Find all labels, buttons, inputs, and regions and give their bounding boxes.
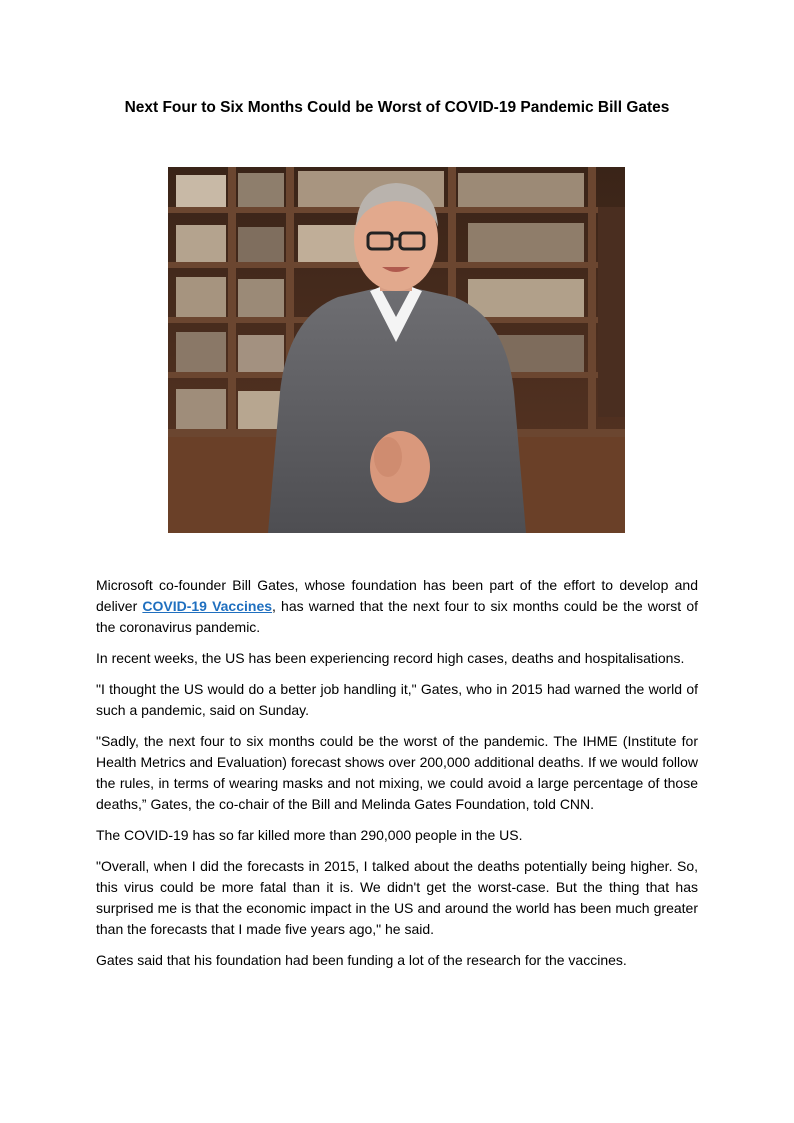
- paragraph-2: In recent weeks, the US has been experiencing record high cases, deaths and hospitalisations.: [96, 650, 685, 666]
- paragraph-1-text-start: Microsoft co-founder Bill Gates, whose foundation has been part of the effort to develop and deliver: [96, 577, 698, 614]
- paragraph-7: Gates said that his foundation had been funding a lot of the research for the vaccines.: [96, 952, 627, 968]
- article-body: [96, 575, 698, 981]
- photo-illustration: [168, 167, 625, 533]
- article-photo: [168, 167, 625, 533]
- covid-vaccines-link[interactable]: COVID-19 Vaccines: [142, 598, 273, 614]
- paragraph-3: "I thought the US would do a better job handling it," Gates, who in 2015 had warned the world of such a pandemic, said on Sunday.: [96, 681, 698, 718]
- article-title: Next Four to Six Months Could be Worst of COVID-19 Pandemic Bill Gates: [124, 99, 670, 116]
- paragraph-1-text-end: , has warned that the next four to six months could be the worst of the coronavirus pandemic.: [96, 598, 698, 635]
- paragraph-5: The COVID-19 has so far killed more than 290,000 people in the US.: [96, 827, 523, 843]
- paragraph-4: "Sadly, the next four to six months could be the worst of the pandemic. The IHME (Institute for Health Metrics and Evaluation) forecast shows over 200,000 additional deaths. If we would follow the rules, in terms of wearing masks and not mixing, we could avoid a large percentage of those deaths,” Gates, the co-chair of the Bill and Melinda Gates Foundation, told CNN.: [96, 733, 698, 812]
- paragraph-1: [96, 575, 698, 638]
- paragraph-6: "Overall, when I did the forecasts in 2015, I talked about the deaths potentially being higher. So, this virus could be more fatal than it is. We didn't get the worst-case. But the thing that has surprised me is that the economic impact in the US and around the world has been much greater than the forecasts that I made five years ago," he said.: [96, 858, 698, 937]
